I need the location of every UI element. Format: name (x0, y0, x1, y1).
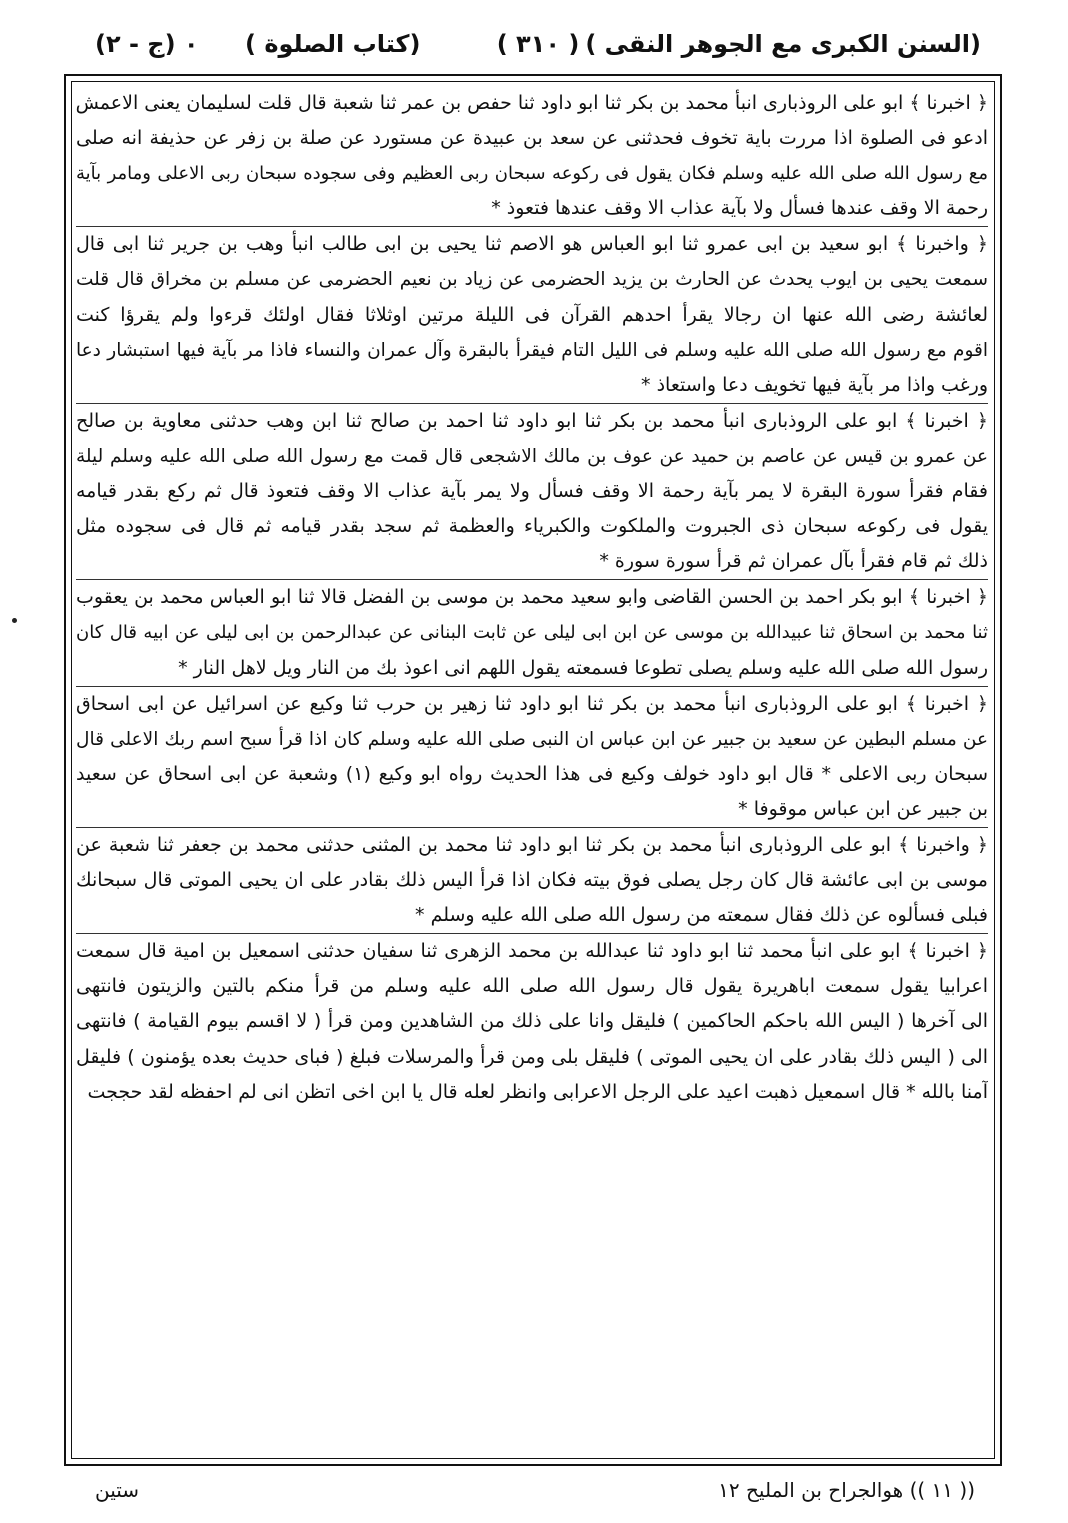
text-line: موسى بن ابى عائشة قال كان رجل يصلى فوق بيته فكان اذا قرأ اليس ذلك بقادر على ان يحيى الموتى قال سبحانك (76, 869, 988, 892)
text-line: ﴿ واخبرنا ﴾ ابو سعيد بن ابى عمرو ثنا ابو العباس هو الاصم ثنا يحيى بن ابى طالب انبأ وهب بن جرير ثنا ابى قال (76, 233, 988, 256)
hadith-paragraph (76, 86, 988, 227)
text-line: عن عمرو بن قيس عن عاصم بن حميد عن عوف بن مالك الاشجعى قال قمت مع رسول الله صلى الله عليه وسلم ليلة (76, 445, 988, 467)
text-line: مع رسول الله صلى الله عليه وسلم فكان يقول فى ركوعه سبحان ربى العظيم وفى سجوده سبحان ربى الاعلى ومامر بآية (76, 163, 988, 185)
footnote-signature: (( ١١ )) هوالجراح بن المليح ١٢ (718, 1478, 975, 1502)
text-line: ﴿ اخبرنا ﴾ ابو على الروذبارى انبأ محمد بن بكر ثنا ابو داود ثنا احمد بن صالح ثنا ابن وهب حدثنى معاوية بن صالح (76, 409, 988, 432)
text-line: ﴿ اخبرنا ﴾ ابو على انبأ محمد ثنا ابو داود ثنا عبدالله بن محمد الزهرى ثنا سفيان حدثنى اسمعيل بن امية قال سمعت (76, 940, 988, 963)
catchword: ستين (95, 1478, 140, 1502)
text-line: اعرابيا يقول سمعت اباهريرة يقول قال رسول الله صلى الله عليه وسلم من قرأ منكم بالتين والزيتون فانتهى (76, 975, 988, 998)
text-line: ﴿ اخبرنا ﴾ ابو على الروذبارى انبأ محمد بن بكر ثنا ابو داود ثنا زهير بن حرب ثنا وكيع عن اسرائيل عن ابى اسحاق (76, 692, 988, 715)
page-header (95, 22, 981, 70)
text-line: رحمة الا وقف عندها فسأل ولا بآية عذاب الا وقف عندها فتعوذ * (491, 197, 988, 220)
text-line: ورغب واذا مر بآية فيها تخويف دعا واستعاذ * (641, 373, 988, 396)
page-number: ( ٣١٠ ) (496, 30, 580, 58)
hadith-paragraph (76, 580, 988, 686)
text-line: يقول فى ركوعه سبحان ذى الجبروت والملكوت والكبرياء والعظمة ثم سجد بقدر قيامه ثم قال فى سجوده مثل (76, 515, 988, 538)
page-footer (95, 1478, 975, 1508)
text-line: الى آخرها ( اليس الله باحكم الحاكمين ) فليقل وانا على ذلك من الشاهدين ومن قرأ ( لا اقسم بيوم القيامة ) فانتهى (76, 1010, 988, 1033)
text-line: رسول الله صلى الله عليه وسلم يصلى تطوعا فسمعته يقول اللهم انى اعوذ بك من النار ويل لاهل النار * (178, 656, 988, 679)
text-line: سمعت يحيى بن ايوب يحدث عن الحارث بن يزيد الحضرمى عن زياد بن نعيم الحضرمى عن مسلم بن مخراق قال قلت (76, 269, 988, 291)
text-line: اقوم مع رسول الله صلى الله عليه وسلم فى الليل التام فيقرأ بالبقرة وآل عمران والنساء فاذا مر بآية فيها استبشار دعا (76, 339, 988, 361)
hadith-text-block (76, 86, 988, 1456)
text-line: ﴿ اخبرنا ﴾ ابو بكر احمد بن الحسن القاضى وابو سعيد محمد بن موسى بن الفضل قالا ثنا ابو العباس محمد بن يعقوب (76, 586, 988, 609)
text-line: بن جبير عن ابن عباس موقوفا * (738, 797, 988, 820)
text-line: سبحان ربى الاعلى * قال ابو داود خولف وكيع فى هذا الحديث رواه ابو وكيع (١) وشعبة عن ابى اسحاق عن سعيد (76, 762, 988, 785)
text-line: فبلى فسألوه عن ذلك فقال سمعته من رسول الله صلى الله عليه وسلم * (415, 904, 988, 927)
text-line: الى ( اليس ذلك بقادر على ان يحيى الموتى ) فليقل بلى ومن قرأ والمرسلات فبلغ ( فباى حديث بعده يؤمنون ) فليقل (76, 1045, 988, 1068)
hadith-paragraph (76, 828, 988, 934)
text-line: ثنا محمد بن اسحاق ثنا عبيدالله بن موسى عن ابن ابى ليلى عن ثابت البنانى عن عبدالرحمن بن ابى ليلى عن ابيه قال كان (76, 622, 988, 644)
hadith-paragraph (76, 227, 988, 403)
book-title: (السنن الكبرى مع الجوهر النقى ) (585, 30, 981, 58)
text-line: عن مسلم البطين عن سعيد بن جبير عن ابن عباس ان النبى صلى الله عليه وسلم كان اذا قرأ سبح اسم ربك الاعلى قال (76, 728, 988, 750)
hadith-paragraph (76, 687, 988, 828)
text-line: فقام فقرأ سورة البقرة لا يمر بآية رحمة الا وقف فسأل ولا يمر بآية عذاب الا وقف فتعوذ قال ثم ركع بقدر قيامه (76, 480, 988, 503)
text-line: ذلك ثم قام فقرأ بآل عمران ثم قرأ سورة سورة * (599, 550, 988, 573)
margin-mark (12, 618, 17, 623)
hadith-paragraph (76, 404, 988, 580)
text-line: آمنا بالله * قال اسمعيل ذهبت اعيد على الرجل الاعرابى وانظر لعله قال يا ابن اخى اتظن انى لم احفظه لقد حججت (87, 1080, 988, 1103)
volume-label: ٠ (ج - ٢) (95, 30, 199, 58)
text-line: ﴿ اخبرنا ﴾ ابو على الروذبارى انبأ محمد بن بكر ثنا ابو داود ثنا حفص بن عمر ثنا شعبة قال قلت لسليمان يعنى الاعمش (76, 92, 988, 114)
text-line: ادعو فى الصلوة اذا مررت باية تخوف فحدثنى عن سعد بن عبيدة عن مستورد عن صلة بن زفر عن حذيفة انه صلى (76, 127, 988, 150)
hadith-paragraph (76, 934, 988, 1109)
text-frame (64, 74, 1002, 1466)
chapter-title: (كتاب الصلوة ) (245, 30, 421, 58)
text-line: ﴿ واخبرنا ﴾ ابو على الروذبارى انبأ محمد بن بكر ثنا ابو داود ثنا محمد بن المثنى حدثنى محمد بن جعفر ثنا شعبة عن (76, 833, 988, 856)
text-line: لعائشة رضى الله عنها ان رجالا يقرأ احدهم القرآن فى الليلة مرتين اوثلاثا فقال اولئك قرءوا ولم يقرؤا كنت (76, 303, 988, 326)
